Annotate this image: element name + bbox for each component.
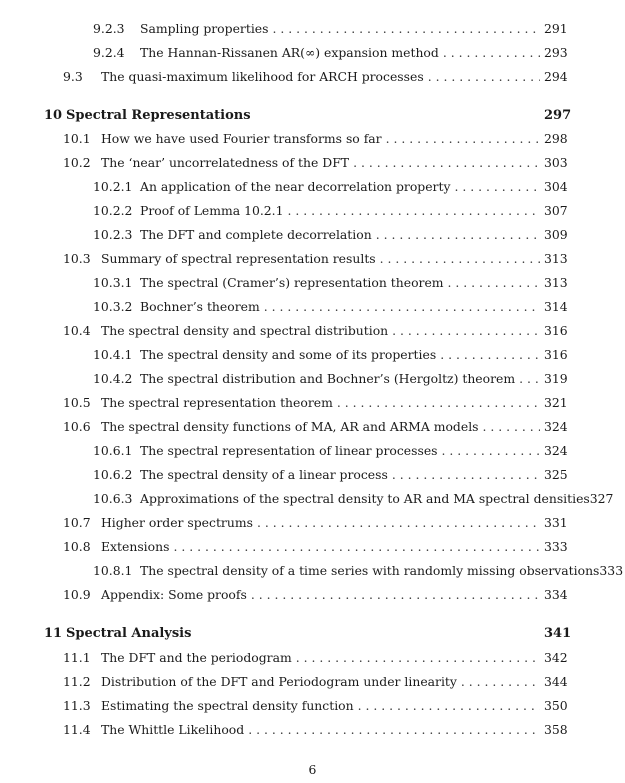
toc-section-entry[interactable]	[63, 722, 568, 738]
toc-leader-dots	[483, 419, 540, 435]
toc-entry-number: 10.2.2	[93, 203, 133, 218]
toc-section-entry[interactable]	[63, 155, 568, 171]
toc-leader-dots	[251, 587, 540, 603]
toc-entry-number: 10.7	[63, 515, 91, 530]
toc-leader-dots	[264, 299, 540, 315]
toc-entry-page: 324	[544, 443, 568, 458]
toc-entry-title: The spectral distribution and Bochner’s (Hergoltz) theorem	[140, 371, 516, 386]
page-number: 6	[308, 762, 317, 777]
toc-leader-dots	[248, 722, 540, 738]
toc-entry-page: 344	[544, 674, 568, 689]
toc-leader-dots	[257, 515, 540, 531]
toc-entry-title: The spectral density of a linear process	[140, 467, 388, 482]
toc-entry-title: Summary of spectral representation results	[101, 251, 376, 266]
toc-entry-page: 293	[544, 45, 568, 60]
toc-entry-number: 9.3	[63, 69, 83, 84]
toc-entry-number: 10.6.3	[93, 491, 133, 506]
toc-section-entry[interactable]	[63, 674, 568, 690]
toc-entry-page: 324	[544, 419, 568, 434]
toc-entry-title: An application of the near decorrelation property	[140, 179, 451, 194]
toc-section-entry[interactable]	[63, 419, 568, 435]
toc-entry-title: Spectral Analysis	[66, 626, 192, 641]
toc-entry-number: 11.1	[63, 650, 91, 665]
toc-entry-title: The Whittle Likelihood	[101, 722, 245, 737]
toc-entry-number: 10.9	[63, 587, 91, 602]
toc-leader-dots	[428, 69, 540, 85]
toc-section-entry[interactable]	[63, 698, 568, 714]
toc-section-entry[interactable]	[63, 69, 568, 85]
toc-entry-number: 10.2.3	[93, 227, 133, 242]
toc-section-entry[interactable]	[63, 251, 568, 267]
toc-entry-number: 10.4	[63, 323, 91, 338]
toc-entry-number: 9.2.3	[93, 21, 125, 36]
toc-entry-title: The spectral representation theorem	[101, 395, 333, 410]
toc-entry-title: The Hannan-Rissanen AR(∞) expansion method	[140, 45, 439, 60]
toc-entry-title: The quasi-maximum likelihood for ARCH processes	[101, 69, 424, 84]
toc-entry-page: 297	[544, 108, 572, 123]
toc-entry-page: 298	[544, 131, 568, 146]
toc-entry-page: 342	[544, 650, 568, 665]
toc-entry-number: 11.2	[63, 674, 91, 689]
toc-leader-dots	[392, 323, 540, 339]
toc-subsection-entry[interactable]	[93, 491, 614, 507]
toc-entry-page: 333	[544, 539, 568, 554]
toc-entry-title: The ‘near’ uncorrelatedness of the DFT	[101, 155, 350, 170]
toc-subsection-entry[interactable]	[93, 347, 568, 363]
toc-entry-title: Distribution of the DFT and Periodogram under linearity	[101, 674, 457, 689]
toc-section-entry[interactable]	[63, 515, 568, 531]
toc-leader-dots	[173, 539, 540, 555]
toc-entry-page: 291	[544, 21, 568, 36]
toc-leader-dots	[454, 179, 540, 195]
toc-subsection-entry[interactable]	[93, 275, 568, 291]
toc-subsection-entry[interactable]	[93, 371, 568, 387]
toc-entry-number: 10.8.1	[93, 563, 133, 578]
toc-entry-title: Proof of Lemma 10.2.1	[140, 203, 284, 218]
toc-subsection-entry[interactable]	[93, 443, 568, 459]
toc-subsection-entry[interactable]	[93, 467, 568, 483]
toc-subsection-entry[interactable]	[93, 21, 568, 37]
toc-leader-dots	[296, 650, 540, 666]
toc-leader-dots	[392, 467, 540, 483]
toc-entry-page: 309	[544, 227, 568, 242]
toc-entry-number: 10.6	[63, 419, 91, 434]
toc-section-entry[interactable]	[63, 395, 568, 411]
toc-leader-dots	[358, 698, 540, 714]
toc-entry-page: 358	[544, 722, 568, 737]
toc-subsection-entry[interactable]	[93, 563, 624, 579]
toc-entry-number: 10.4.1	[93, 347, 133, 362]
toc-leader-dots	[272, 21, 540, 37]
toc-leader-dots	[448, 275, 540, 291]
toc-entry-title: Bochner’s theorem	[140, 299, 260, 314]
toc-leader-dots	[288, 203, 541, 219]
toc-entry-page: 333	[599, 563, 624, 578]
toc-subsection-entry[interactable]	[93, 299, 568, 315]
toc-entry-number: 10.1	[63, 131, 91, 146]
toc-entry-title: The DFT and complete decorrelation	[140, 227, 372, 242]
toc-entry-page: 319	[544, 371, 568, 386]
toc-entry-title: Approximations of the spectral density to AR and MA spectral densities	[140, 491, 590, 506]
toc-leader-dots	[519, 371, 540, 387]
toc-entry-number: 10.2	[63, 155, 91, 170]
toc-section-entry[interactable]	[63, 539, 568, 555]
toc-leader-dots	[353, 155, 540, 171]
toc-entry-page: 294	[544, 69, 568, 84]
toc-leader-dots	[461, 674, 540, 690]
toc-subsection-entry[interactable]	[93, 45, 568, 61]
toc-entry-number: 10	[44, 108, 63, 123]
toc-entry-number: 10.3	[63, 251, 91, 266]
toc-entry-number: 10.3.2	[93, 299, 133, 314]
toc-subsection-entry[interactable]	[93, 227, 568, 243]
toc-entry-number: 10.2.1	[93, 179, 133, 194]
toc-entry-page: 334	[544, 587, 568, 602]
toc-entry-number: 10.5	[63, 395, 91, 410]
toc-leader-dots	[442, 443, 540, 459]
toc-entry-title: The spectral density and some of its properties	[140, 347, 437, 362]
toc-entry-title: Extensions	[101, 539, 170, 554]
toc-entry-title: How we have used Fourier transforms so far	[101, 131, 382, 146]
toc-entry-title: Appendix: Some proofs	[101, 587, 247, 602]
toc-entry-number: 11.4	[63, 722, 91, 737]
toc-entry-page: 321	[544, 395, 568, 410]
toc-entry-page: 325	[544, 467, 568, 482]
toc-entry-page: 307	[544, 203, 568, 218]
toc-entry-title: Sampling properties	[140, 21, 269, 36]
toc-section-entry[interactable]	[63, 131, 568, 147]
toc-entry-title: The spectral (Cramer’s) representation theorem	[140, 275, 444, 290]
toc-entry-title: The DFT and the periodogram	[101, 650, 292, 665]
toc-entry-number: 10.6.1	[93, 443, 133, 458]
toc-entry-number: 10.3.1	[93, 275, 133, 290]
toc-entry-title: The spectral representation of linear processes	[140, 443, 438, 458]
toc-section-entry[interactable]	[63, 587, 568, 603]
toc-entry-page: 316	[544, 323, 568, 338]
toc-entry-number: 10.6.2	[93, 467, 133, 482]
toc-entry-page: 313	[544, 251, 568, 266]
toc-entry-number: 9.2.4	[93, 45, 125, 60]
toc-entry-page: 304	[544, 179, 568, 194]
toc-entry-number: 10.8	[63, 539, 91, 554]
toc-entry-page: 327	[589, 491, 614, 506]
toc-entry-page: 303	[544, 155, 568, 170]
toc-leader-dots	[376, 227, 540, 243]
toc-chapter-entry[interactable]	[44, 626, 572, 642]
toc-entry-page: 314	[544, 299, 568, 314]
toc-subsection-entry[interactable]	[93, 203, 568, 219]
toc-subsection-entry[interactable]	[93, 179, 568, 195]
toc-entry-title: Spectral Representations	[66, 108, 251, 123]
toc-entry-number: 10.4.2	[93, 371, 133, 386]
toc-chapter-entry[interactable]	[44, 108, 572, 124]
toc-entry-number: 11	[44, 626, 63, 641]
toc-leader-dots	[380, 251, 540, 267]
toc-entry-page: 316	[544, 347, 568, 362]
toc-entry-number: 11.3	[63, 698, 91, 713]
toc-entry-page: 341	[544, 626, 572, 641]
toc-section-entry[interactable]	[63, 650, 568, 666]
toc-section-entry[interactable]	[63, 323, 568, 339]
toc-entry-title: Estimating the spectral density function	[101, 698, 354, 713]
toc-entry-title: The spectral density functions of MA, AR and ARMA models	[101, 419, 479, 434]
toc-entry-title: Higher order spectrums	[101, 515, 253, 530]
toc-leader-dots	[337, 395, 540, 411]
toc-leader-dots	[443, 45, 540, 61]
toc-entry-page: 313	[544, 275, 568, 290]
toc-leader-dots	[440, 347, 540, 363]
toc-entry-title: The spectral density of a time series with randomly missing observations	[140, 563, 600, 578]
toc-leader-dots	[386, 131, 540, 147]
toc-entry-page: 350	[544, 698, 568, 713]
toc-entry-title: The spectral density and spectral distribution	[101, 323, 389, 338]
toc-entry-page: 331	[544, 515, 568, 530]
